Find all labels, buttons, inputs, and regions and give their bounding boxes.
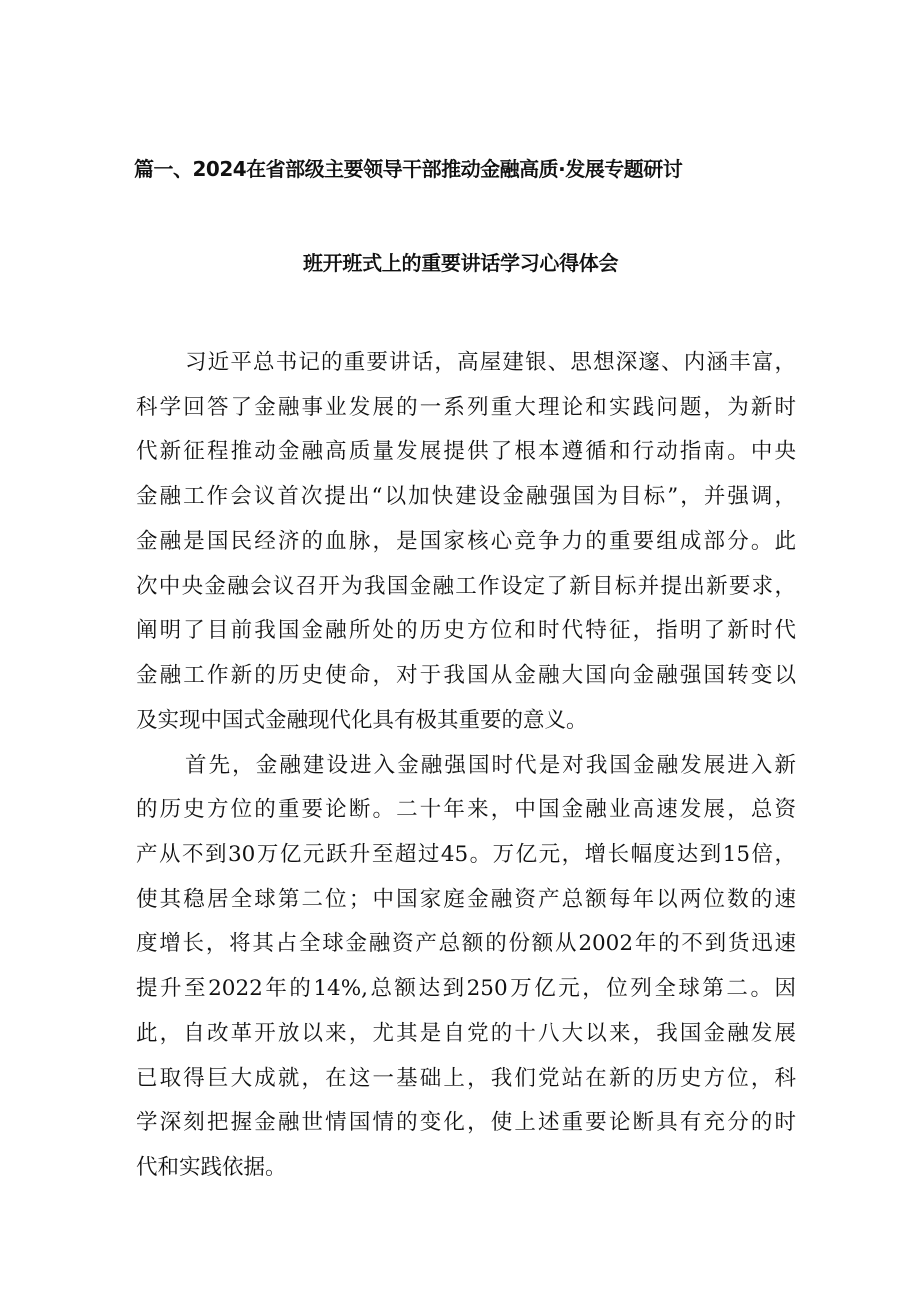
paragraph-line: 此，自改革开放以来，尤其是自党的十八大以来，我国金融发展 bbox=[136, 1021, 796, 1046]
paragraph-line: 阐明了目前我国金融所处的历史方位和时代特征，指明了新时代 bbox=[136, 618, 796, 643]
paragraph-line: 代和实践依据。 bbox=[136, 1155, 287, 1180]
paragraph-line: 产从不到30万亿元跃升至超过45。万亿元，增长幅度达到15倍， bbox=[136, 842, 796, 867]
paragraph-line: 的历史方位的重要论断。二十年来，中国金融业高速发展，总资 bbox=[136, 797, 796, 822]
title-line-1: 篇一、2024在省部级主要领导干部推动金融高质·发展专题研讨 bbox=[134, 157, 683, 181]
paragraph-line: 科学回答了金融事业发展的一系列重大理论和实践问题，为新时 bbox=[136, 395, 796, 420]
paragraph-line: 度增长，将其占全球金融资产总额的份额从2002年的不到货迅速 bbox=[136, 931, 796, 956]
paragraph-line: 金融工作会议首次提出“以加快建设金融强国为目标”，并强调， bbox=[136, 484, 796, 509]
paragraph-line: 及实现中国式金融现代化具有极其重要的意义。 bbox=[136, 708, 588, 733]
title-line-2: 班开班式上的重要讲话学习心得体会 bbox=[303, 251, 619, 275]
paragraph-line: 首先，金融建设进入金融强国时代是对我国金融发展进入新 bbox=[185, 753, 796, 778]
paragraph-line: 学深刻把握金融世情国情的变化，使上述重要论断具有充分的时 bbox=[136, 1110, 796, 1135]
paragraph-line: 已取得巨大成就，在这一基础上，我们党站在新的历史方位，科 bbox=[136, 1066, 796, 1091]
paragraph-line: 次中央金融会议召开为我国金融工作设定了新目标并提出新要求， bbox=[136, 574, 796, 599]
paragraph-line: 金融是国民经济的血脉，是国家核心竞争力的重要组成部分。此 bbox=[136, 529, 796, 554]
paragraph-line: 习近平总书记的重要讲话，高屋建银、思想深邃、内涵丰富， bbox=[185, 350, 796, 375]
paragraph-line: 使其稳居全球第二位；中国家庭金融资产总额每年以两位数的速 bbox=[136, 887, 796, 912]
paragraph-line: 提升至2022年的14%,总额达到250万亿元，位列全球第二。因 bbox=[136, 976, 796, 1001]
paragraph-line: 代新征程推动金融高质量发展提供了根本遵循和行动指南。中央 bbox=[136, 439, 796, 464]
paragraph-line: 金融工作新的历史使命，对于我国从金融大国向金融强国转变以 bbox=[136, 663, 796, 688]
